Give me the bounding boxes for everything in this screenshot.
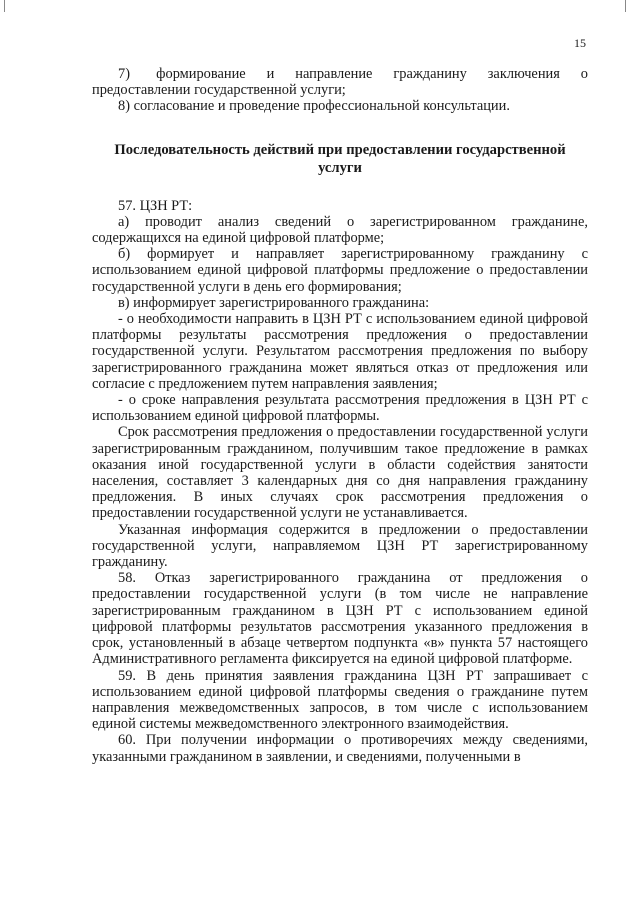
page-number: 15 [574, 36, 586, 50]
clause-59: 59. В день принятия заявления гражданина ЦЗН РТ запрашивает с использованием единой цифровой платформы сведения о гражданине путем направления межведомственных запросов, в том числе с использованием единой системы межведомственного электронного взаимодействия. [92, 667, 588, 733]
clause-57-v: в) информирует зарегистрированного гражданина: [118, 294, 430, 311]
paragraph-info: Указанная информация содержится в предложении о предоставлении государственной услуги, направляемом ЦЗН РТ зарегистрированному гражданину. [92, 521, 588, 571]
document-body [92, 66, 588, 765]
paragraph-term: Срок рассмотрения предложения о предоставлении государственной услуги зарегистрированным гражданином, получившим такое предложение в рамках оказания иной государственной услуги в области содействия занятости населения, составляет 3 календарных дня со дня направления гражданину предложения. В иных случаях срок рассмотрения предложения о предоставлении государственной услуги не устанавливается. [92, 424, 588, 522]
clause-57-title: 57. ЦЗН РТ: [118, 197, 193, 214]
list-item-8: 8) согласование и проведение профессиональной консультации. [118, 98, 510, 115]
list-item-7: 7) формирование и направление гражданину заключения о предоставлении государственной услуги; [92, 66, 588, 99]
clause-60: 60. При получении информации о противоречиях между сведениями, указанными гражданином в заявлении, и сведениями, полученными в [92, 732, 588, 765]
scan-edge-mark-left [4, 0, 5, 12]
clause-58: 58. Отказ зарегистрированного гражданина от предложения о предоставлении государственной услуги (в том числе не направление зарегистрированным гражданином в ЦЗН РТ с использованием единой цифровой платформы результатов рассмотрения указанного предложения в срок, установленный в абзаце четвертом подпункта «в» пункта 57 настоящего Административного регламента фиксируется на единой цифровой платформе. [92, 570, 588, 668]
clause-57-b: б) формирует и направляет зарегистрированному гражданину с использованием единой цифровой платформы предложение о предоставлении государственной услуги в день его формирования; [92, 246, 588, 295]
clause-57-v-item-2: - о сроке направления результата рассмотрения предложения в ЦЗН РТ с использованием единой цифровой платформы. [92, 392, 588, 425]
clause-57-v-item-1: - о необходимости направить в ЦЗН РТ с использованием единой цифровой платформы результаты рассмотрения предложения о предоставлении государственной услуги. Результатом рассмотрения предложения по выбору зарегистрированного гражданина может являться отказ от предложения или согласие с предложением путем направления заявления; [92, 311, 588, 392]
scan-edge-mark-right [625, 0, 626, 12]
clause-57-a: а) проводит анализ сведений о зарегистрированном гражданине, содержащихся на единой цифровой платформе; [92, 213, 588, 247]
section-heading: Последовательность действий при предоставлении государственной услуги [114, 141, 566, 176]
